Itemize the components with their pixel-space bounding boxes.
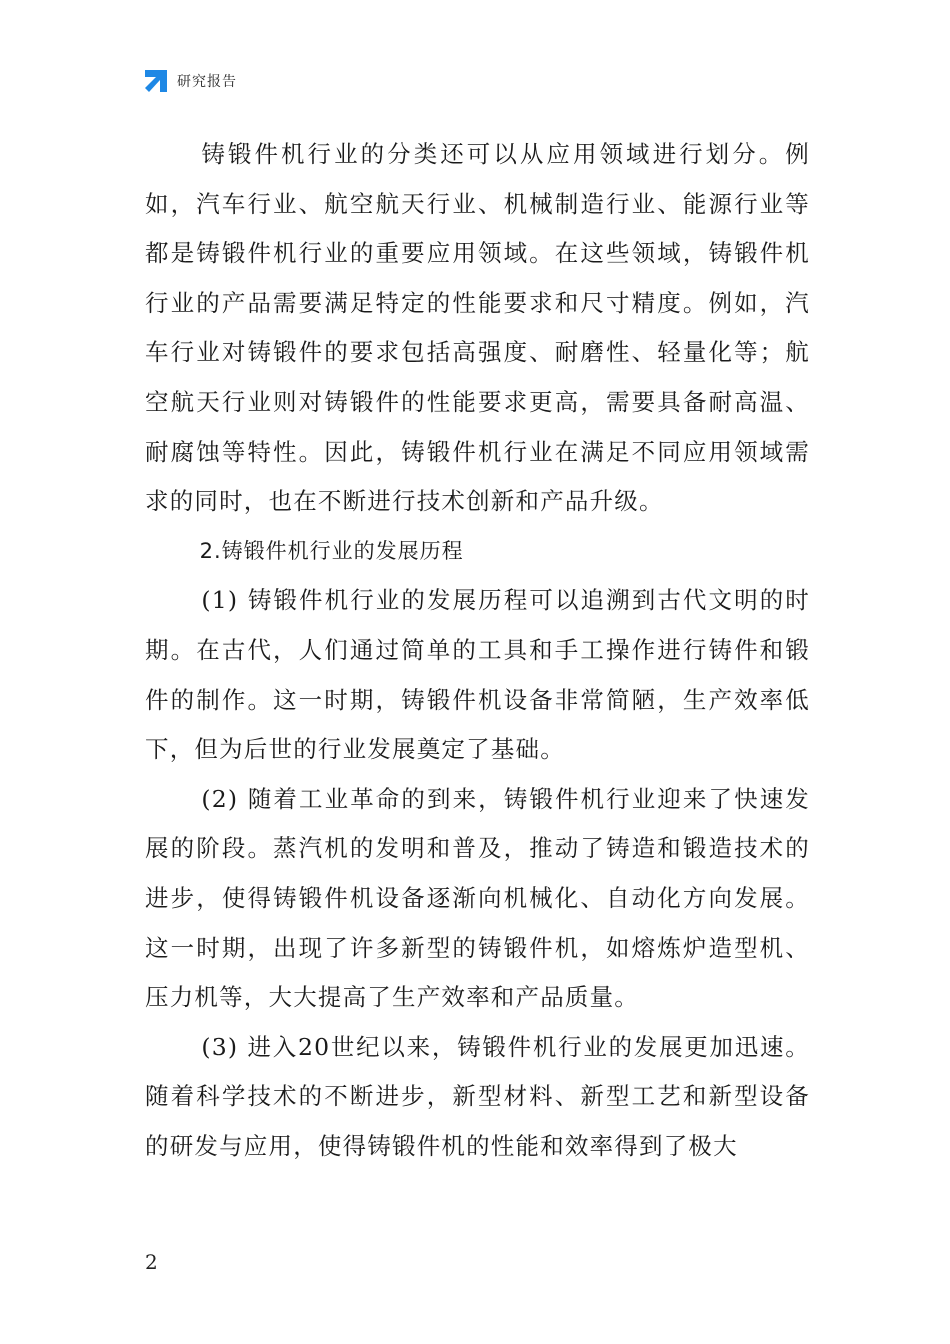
page-number: 2: [145, 1250, 158, 1274]
paragraph-history-20th-century: (3) 进入20世纪以来，铸锻件机行业的发展更加迅速。随着科学技术的不断进步，新型材料、新型工艺和新型设备的研发与应用，使得铸锻件机的性能和效率得到了极大: [145, 1032, 810, 1160]
header-title: 研究报告: [177, 74, 237, 90]
paragraph-application-fields: 铸锻件机行业的分类还可以从应用领域进行划分。例如，汽车行业、航空航天行业、机械制造行业、能源行业等都是铸锻件机行业的重要应用领域。在这些领域，铸锻件机行业的产品需要满足特定的性能要求和尺寸精度。例如，汽车行业对铸锻件的要求包括高强度、耐磨性、轻量化等；航空航天行业则对铸锻件的性能要求更高，需要具备耐高温、耐腐蚀等特性。因此，铸锻件机行业在满足不同应用领域需求的同时，也在不断进行技术创新和产品升级。: [145, 140, 810, 516]
page-header: [143, 66, 237, 96]
paragraph-history-ancient: (1) 铸锻件机行业的发展历程可以追溯到古代文明的时期。在古代，人们通过简单的工具和手工操作进行铸件和锻件的制作。这一时期，铸锻件机设备非常简陋，生产效率低下，但为后世的行业发展奠定了基础。: [145, 586, 810, 764]
document-body: [145, 130, 810, 1171]
section-heading-development-history: 2.铸锻件机行业的发展历程: [199, 538, 464, 563]
paragraph-history-industrial-revolution: (2) 随着工业革命的到来，铸锻件机行业迎来了快速发展的阶段。蒸汽机的发明和普及，推动了铸造和锻造技术的进步，使得铸锻件机设备逐渐向机械化、自动化方向发展。这一时期，出现了许多新型的铸锻件机，如熔炼炉造型机、压力机等，大大提高了生产效率和产品质量。: [145, 784, 810, 1012]
report-logo-icon: [143, 68, 169, 94]
